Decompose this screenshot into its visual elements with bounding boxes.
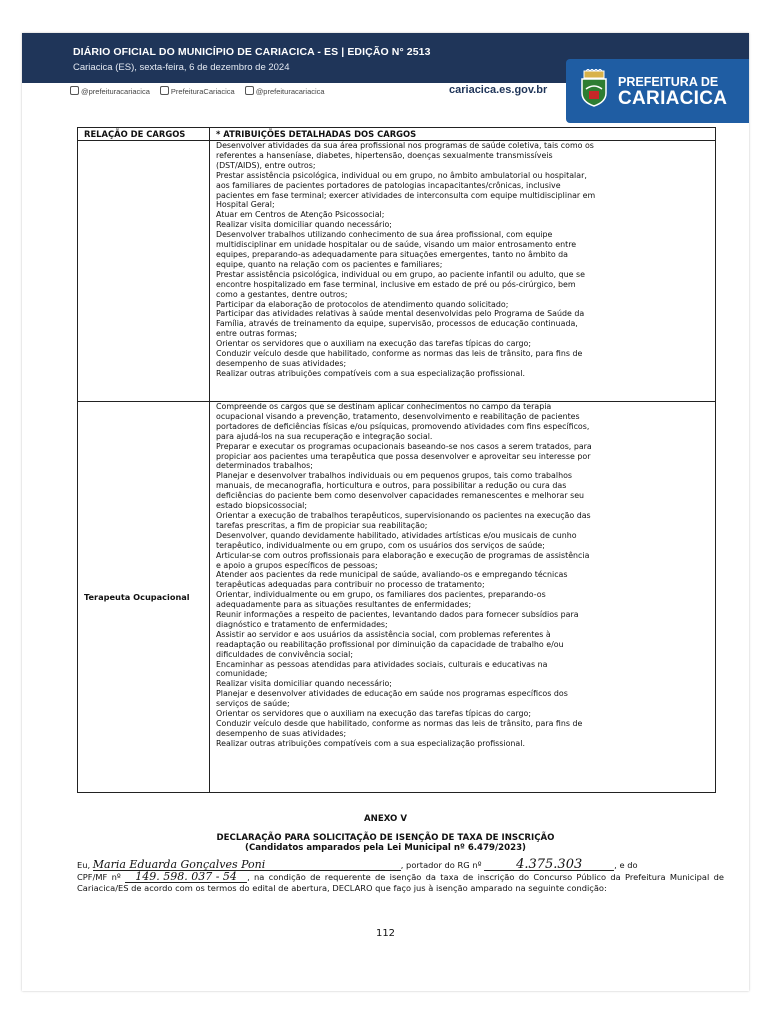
social-instagram[interactable]: @prefeituracariacica (70, 86, 150, 96)
attribution-line: Orientar a execução de trabalhos terapêuticos, supervisionando os pacientes na execução das (216, 510, 591, 520)
attribution-line: Realizar outras atribuições compatíveis com a sua especialização profissional. (216, 368, 525, 378)
table-header-row (78, 128, 716, 141)
column-header-atribuicoes: * ATRIBUIÇÕES DETALHADAS DOS CARGOS (210, 128, 716, 141)
facebook-icon (160, 86, 169, 95)
attribution-line: Prestar assistência psicológica, individual ou em grupo, no âmbito ambulatorial ou hospitalar, (216, 170, 587, 180)
attribution-line: multidisciplinar em unidade hospitalar ou de saúde, visando um maior entrosamento entre (216, 240, 577, 250)
document-page (22, 33, 749, 991)
attribution-line: portadores de deficiências físicas e/ou psíquicas, promovendo atividades com fins específicos, (216, 421, 590, 431)
attribution-line: readaptação ou reabilitação profissional por diminuição da capacidade de trabalho e/ou (216, 639, 564, 649)
prefeitura-logo (566, 59, 749, 123)
attribution-line: (DST/AIDS), entre outros; (216, 160, 316, 170)
attribution-line: Orientar os servidores que o auxiliam na execução das tarefas típicas do cargo; (216, 709, 532, 719)
gazette-date: Cariacica (ES), sexta-feira, 6 de dezembro de 2024 (73, 62, 290, 73)
gazette-title: DIÁRIO OFICIAL DO MUNICÍPIO DE CARIACICA - ES | EDIÇÃO N° 2513 (73, 46, 431, 58)
attribution-line: pacientes em fase terminal; exercer atividades de interconsulta com equipe multidisciplinar em (216, 190, 596, 200)
attribution-line: Orientar, individualmente ou em grupo, os familiares dos pacientes, preparando-os (216, 590, 546, 600)
table-row (78, 402, 716, 793)
attribution-line: Desenvolver, quando devidamente habilitado, atividades artísticas e/ou musicais de cunho (216, 530, 577, 540)
declaration-portador: , portador do RG nº (400, 860, 482, 870)
attribution-line: referentes a hanseníase, diabetes, hipertensão, doenças sexualmente transmissíveis (216, 150, 553, 160)
attribution-line: Atuar em Centros de Atenção Psicossocial; (216, 210, 385, 220)
website-link[interactable]: cariacica.es.gov.br (449, 84, 548, 96)
cargo-name (78, 141, 210, 402)
attribution-line: Desenvolver trabalhos utilizando conhecimento de sua área profissional, com equipe (216, 230, 553, 240)
attribution-line: Prestar assistência psicológica, individual ou em grupo, ao paciente infantil ou adulto, que se (216, 269, 586, 279)
attribution-line: Conduzir veículo desde que habilitado, conforme as normas das leis de trânsito, para fins de (216, 719, 583, 728)
declaration-eu: Eu, (77, 860, 91, 870)
attribution-line: equipes, preparando-as adequadamente para situações emergentes, tanto no âmbito da (216, 249, 569, 259)
attribution-line: Realizar outras atribuições compatíveis com a sua especialização profissional. (216, 738, 525, 748)
logo-line-1: PREFEITURA DE (618, 75, 719, 89)
attribution-line: propiciar aos pacientes uma terapêutica que possa desenvolver e aproveitar seu interesse por (216, 451, 591, 461)
attribution-line: serviços de saúde; (216, 699, 290, 709)
attribution-line: Preparar e executar os programas ocupacionais baseando-se nos casos a serem tratados, para (216, 441, 592, 451)
attribution-line: terapêutico, individualmente ou em grupo, com os usuários dos serviços de saúde; (216, 540, 545, 550)
attribution-line: aos familiares de pacientes portadores de patologias incapacitantes/crônicas, inclusive (216, 180, 561, 190)
column-header-cargos: RELAÇÃO DE CARGOS (78, 128, 210, 141)
name-field[interactable]: Maria Eduarda Gonçalves Poni (93, 859, 401, 871)
rg-field[interactable]: 4.375.303 (484, 859, 614, 871)
attribution-line: Família, através de treinamento da equipe, supervisão, processos de educação continuada, (216, 319, 578, 329)
page-number: 112 (375, 928, 396, 939)
cargos-table (77, 127, 716, 793)
attribution-line: deficiências do paciente bem como desenvolver capacidades remanescentes e melhorar seu (216, 491, 585, 501)
social-links (70, 86, 325, 96)
social-facebook[interactable]: PrefeituraCariacica (160, 86, 235, 96)
attribution-line: Orientar os servidores que o auxiliam na execução das tarefas típicas do cargo; (216, 339, 532, 349)
attribution-line: terapêuticas adequadas para contribuir no processo de tratamento; (216, 580, 485, 590)
attribution-line: Conduzir veículo desde que habilitado, conforme as normas das leis de trânsito, para fins de (216, 349, 583, 359)
attribution-line: Articular-se com outros profissionais para elaboração e execução de programas de assistência (216, 550, 590, 560)
attribution-line: desempenho de suas atividades; (216, 358, 347, 368)
attribution-line: diagnóstico e tratamento de enfermidades; (216, 619, 388, 629)
attribution-line: Realizar visita domiciliar quando necessário; (216, 220, 392, 230)
attribution-line: encontre hospitalizado em fase terminal, inclusive em estado de pré ou pós-cirúrgico, bem (216, 279, 576, 289)
declaration-text (77, 859, 724, 894)
cargo-attributions (210, 141, 716, 402)
attribution-line: Participar das atividades relativas à saúde mental desenvolvidas pelo Programa de Saúde da (216, 309, 585, 319)
attribution-line: Participar da elaboração de protocolos de atendimento quando solicitado; (216, 299, 509, 309)
attribution-line: comunidade; (216, 669, 268, 679)
attribution-line: para ajudá-los na sua recuperação e integração social. (216, 431, 433, 441)
attribution-line: desempenho de suas atividades; (216, 728, 347, 738)
attribution-line: Planejar e desenvolver trabalhos individuais ou em pequenos grupos, tais como trabalhos (216, 471, 573, 481)
attribution-line: equipe, quanto na relação com os pacientes e familiares; (216, 259, 443, 269)
annex-title: ANEXO V (364, 814, 407, 824)
attribution-line: adequadamente para as situações resultantes de enfermidades; (216, 600, 472, 610)
attribution-line: Reunir informações a respeito de pacientes, levantando dados para fornecer subsídios para (216, 610, 579, 620)
cpf-label: CPF/MF nº (77, 872, 121, 882)
table-row (78, 141, 716, 402)
logo-line-2: CARIACICA (618, 88, 728, 109)
attribution-line: dificuldades de convivência social; (216, 649, 353, 659)
attribution-line: Hospital Geral; (216, 200, 275, 210)
twitter-icon (245, 86, 254, 95)
city-crest-icon (578, 69, 610, 107)
attribution-line: manuais, de mecanografia, horticultura e outros, para possibilitar a redução ou cura das (216, 481, 567, 491)
attribution-line: Realizar visita domiciliar quando necessário; (216, 679, 392, 689)
attribution-line: Assistir ao servidor e aos usuários da assistência social, com problemas referentes à (216, 629, 551, 639)
annex-heading: DECLARAÇÃO PARA SOLICITAÇÃO DE ISENÇÃO DE TAXA DE INSCRIÇÃO (216, 833, 555, 843)
attribution-line: Planejar e desenvolver atividades de educação em saúde nos programas específicos dos (216, 689, 568, 699)
attribution-line: Compreende os cargos que se destinam aplicar conhecimentos no campo da terapia (216, 402, 552, 411)
attribution-line: Atender aos pacientes da rede municipal de saúde, avaliando-os e empregando técnicas (216, 570, 568, 580)
annex-subheading: (Candidatos amparados pela Lei Municipal nº 6.479/2023) (245, 843, 526, 853)
social-twitter[interactable]: @prefeituracariacica (245, 86, 325, 96)
cargo-attributions (210, 402, 716, 793)
attribution-line: como a gestantes, dentre outros; (216, 289, 348, 299)
attribution-line: determinados trabalhos; (216, 461, 313, 471)
attribution-line: entre outras formas; (216, 329, 298, 339)
attribution-line: tarefas prescritas, a fim de propiciar sua reabilitação; (216, 520, 428, 530)
attribution-line: estado biopsicossocial; (216, 501, 308, 511)
attribution-line: e apoio a grupos específicos de pessoas; (216, 560, 378, 570)
attribution-line: Encaminhar as pessoas atendidas para atividades sociais, culturais e educativas na (216, 659, 548, 669)
attribution-line: Desenvolver atividades da sua área profissional nos programas de saúde coletiva, tais como os (216, 141, 594, 150)
cpf-field[interactable]: 149. 598. 037 - 54 (125, 871, 247, 883)
declaration-e-do: , e do (614, 860, 638, 870)
cargo-name: Terapeuta Ocupacional (78, 402, 210, 793)
declaration-body: , na condição de requerente de isenção da taxa de inscrição do Concurso Público da Prefeitura Municipal de Cariacica/ES de acordo com os termos do edital de abertura, DECLARO que faço jus à isenção amparado na seguinte condição: (77, 872, 724, 893)
instagram-icon (70, 86, 79, 95)
attribution-line: ocupacional visando a prevenção, tratamento, desenvolvimento e reabilitação de pacientes (216, 411, 580, 421)
